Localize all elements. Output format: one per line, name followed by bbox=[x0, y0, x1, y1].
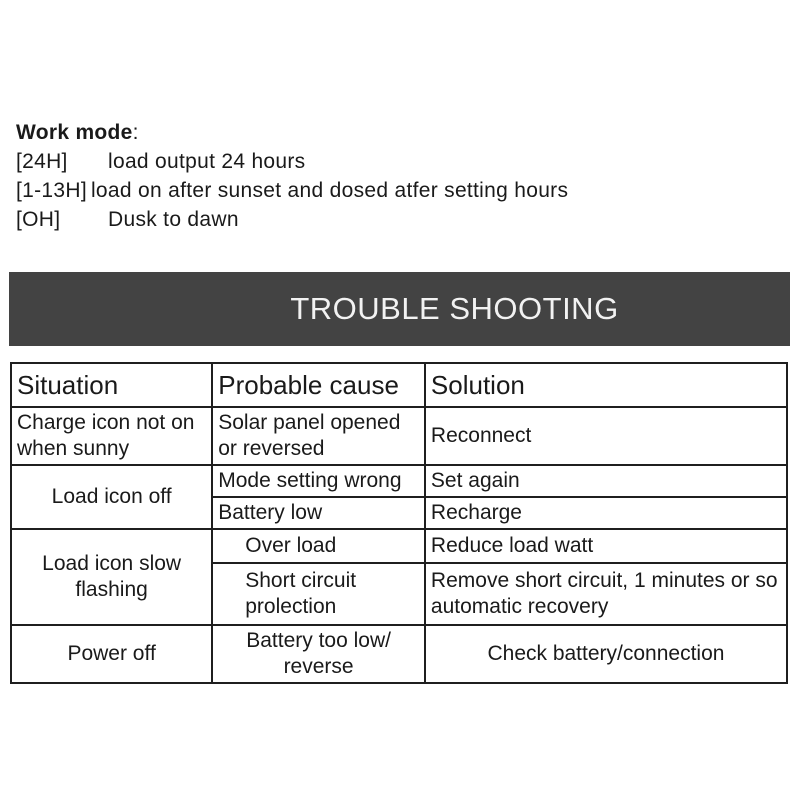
table-header-row bbox=[11, 363, 787, 407]
table-row bbox=[11, 465, 787, 497]
cell-solution: Reduce load watt bbox=[425, 529, 787, 563]
work-mode-item-1-13h bbox=[16, 176, 568, 205]
trouble-shooting-table bbox=[10, 362, 788, 684]
header-situation: Situation bbox=[11, 363, 212, 407]
table-row bbox=[11, 407, 787, 465]
table-row bbox=[11, 625, 787, 683]
cell-cause: Mode setting wrong bbox=[212, 465, 425, 497]
work-mode-item-oh bbox=[16, 205, 568, 234]
cell-cause: Over load bbox=[212, 529, 425, 563]
cell-situation: Charge icon not on when sunny bbox=[11, 407, 212, 465]
header-probable-cause: Probable cause bbox=[212, 363, 425, 407]
cell-situation: Load icon off bbox=[11, 465, 212, 529]
work-mode-title: Work mode bbox=[16, 121, 133, 144]
cell-situation: Power off bbox=[11, 625, 212, 683]
mode-code: [24H] bbox=[16, 150, 68, 173]
mode-description: load on after sunset and dosed atfer setting hours bbox=[90, 179, 569, 202]
table-row bbox=[11, 529, 787, 563]
cell-solution: Check battery/connection bbox=[425, 625, 787, 683]
work-mode-heading bbox=[16, 118, 568, 147]
banner-title: TROUBLE SHOOTING bbox=[290, 291, 619, 326]
mode-code: [OH] bbox=[16, 208, 61, 231]
cell-cause: Battery low bbox=[212, 497, 425, 529]
header-solution: Solution bbox=[425, 363, 787, 407]
cell-cause: Solar panel opened or reversed bbox=[212, 407, 425, 465]
trouble-shooting-banner bbox=[9, 272, 790, 346]
mode-description: Dusk to dawn bbox=[108, 208, 239, 231]
cell-solution: Remove short circuit, 1 minutes or so automatic recovery bbox=[425, 563, 787, 625]
cell-cause: Short circuit prolection bbox=[212, 563, 425, 625]
cell-solution: Recharge bbox=[425, 497, 787, 529]
cell-solution: Set again bbox=[425, 465, 787, 497]
mode-description: load output 24 hours bbox=[108, 150, 306, 173]
work-mode-item-24h bbox=[16, 147, 568, 176]
mode-code: [1-13H] bbox=[16, 179, 87, 202]
cell-solution: Reconnect bbox=[425, 407, 787, 465]
work-mode-colon: : bbox=[132, 121, 139, 144]
cell-situation: Load icon slow flashing bbox=[11, 529, 212, 625]
cell-cause: Battery too low/ reverse bbox=[212, 625, 425, 683]
work-mode-section bbox=[16, 118, 568, 234]
